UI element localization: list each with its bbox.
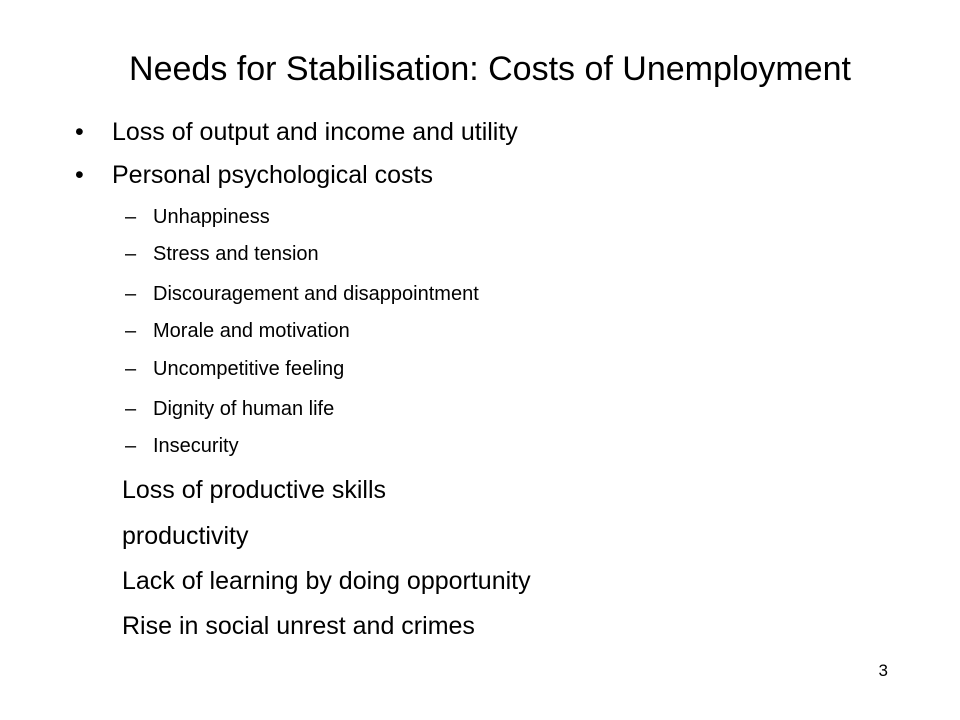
- bullet-text: Loss of output and income and utility: [112, 118, 518, 146]
- slide-title: Needs for Stabilisation: Costs of Unemployment: [129, 50, 851, 88]
- plain-line-text: productivity: [122, 522, 249, 550]
- page-number: 3: [878, 661, 888, 680]
- bullet-icon: •: [75, 161, 84, 189]
- sub-item-text: Uncompetitive feeling: [153, 358, 345, 380]
- dash-icon: –: [125, 243, 137, 265]
- sub-item-text: Morale and motivation: [153, 320, 350, 342]
- dash-icon: –: [125, 398, 137, 420]
- dash-icon: –: [125, 283, 137, 305]
- dash-icon: –: [125, 435, 137, 457]
- bullet-icon: •: [75, 118, 84, 146]
- plain-line-text: Rise in social unrest and crimes: [122, 612, 475, 640]
- sub-item-text: Dignity of human life: [153, 398, 335, 420]
- dash-icon: –: [125, 358, 137, 380]
- sub-item-text: Stress and tension: [153, 243, 319, 265]
- sub-item-text: Unhappiness: [153, 206, 270, 228]
- dash-icon: –: [125, 320, 137, 342]
- dash-icon: –: [125, 206, 137, 228]
- bullet-text: Personal psychological costs: [112, 161, 433, 189]
- sub-item-text: Discouragement and disappointment: [153, 283, 479, 305]
- sub-item-text: Insecurity: [153, 435, 239, 457]
- plain-line-text: Loss of productive skills: [122, 476, 387, 504]
- plain-line-text: Lack of learning by doing opportunity: [122, 567, 531, 595]
